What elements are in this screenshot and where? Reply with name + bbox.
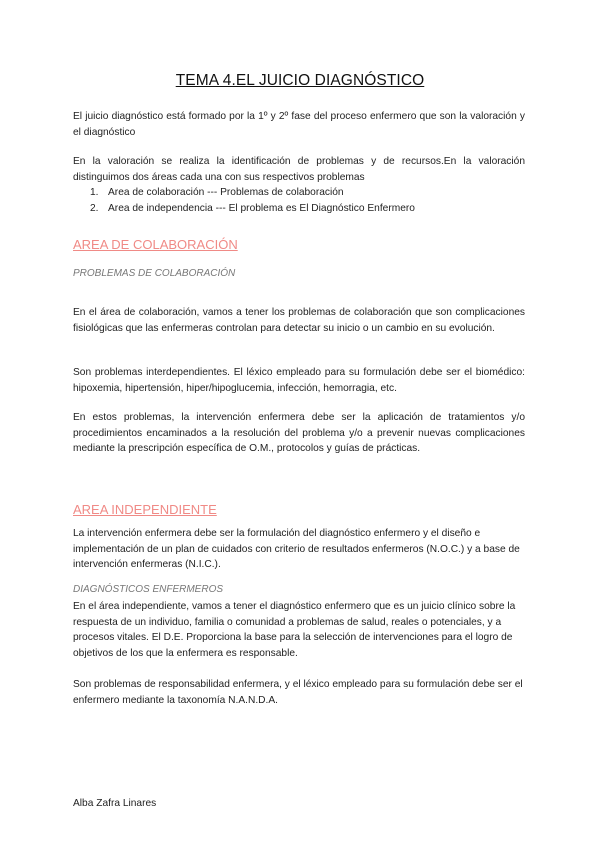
independiente-paragraph-2: En el área independiente, vamos a tener el diagnóstico enfermero que es un juicio clínico sobre la respuesta de un individuo, familia o comunidad a problemas de salud, reales o potenciales, y a procesos vitales. El D.E. Proporciona la base para la selección de intervenciones para el logro de objetivos de los que la enfermera es responsable. xyxy=(73,601,516,659)
subheading-diagnosticos-enfermeros: DIAGNÓSTICOS ENFERMEROS xyxy=(73,584,224,595)
independiente-paragraph-1: La intervención enfermera debe ser la formulación del diagnóstico enfermero y el diseño e implementación de un plan de cuidados con criterio de resultados enfermeros (N.O.C.) y a base de intervención enfermeras (N.I.C.). xyxy=(73,528,520,570)
areas-list xyxy=(90,185,520,216)
list-text: Area de independencia --- El problema es El Diagnóstico Enfermero xyxy=(108,202,415,214)
section-heading-independiente: AREA INDEPENDIENTE xyxy=(73,502,217,517)
list-text: Area de colaboración --- Problemas de colaboración xyxy=(108,187,344,198)
independiente-paragraph-3: Son problemas de responsabilidad enfermera, y el léxico empleado para su formulación debe ser el enfermero mediante la taxonomía N.A.N.D.A. xyxy=(73,679,523,706)
intro-paragraph: El juicio diagnóstico está formado por la 1º y 2º fase del proceso enfermero que son la valoración y el diagnóstico xyxy=(73,111,525,138)
list-item xyxy=(90,201,520,217)
list-item xyxy=(90,185,520,201)
list-number: 2. xyxy=(90,202,99,214)
list-number: 1. xyxy=(90,187,99,198)
subheading-problemas-colaboracion: PROBLEMAS DE COLABORACIÓN xyxy=(73,268,236,279)
colaboracion-paragraph-1: En el área de colaboración, vamos a tener los problemas de colaboración que son complicaciones fisiológicas que las enfermeras controlan para detectar su inicio o un cambio en su evolución. xyxy=(73,307,525,334)
colaboracion-paragraph-3: En estos problemas, la intervención enfermera debe ser la aplicación de tratamientos y/o procedimientos encaminados a la resolución del problema y/o a prevenir nuevas complicaciones mediante la prescripción específica de O.M., protocolos y guías de prácticas. xyxy=(73,412,525,454)
colaboracion-paragraph-2: Son problemas interdependientes. El léxico empleado para su formulación debe ser el biomédico: hipoxemia, hipertensión, hiper/hipoglucemia, infección, hemorragia, etc. xyxy=(73,367,525,394)
page-title: TEMA 4.EL JUICIO DIAGNÓSTICO xyxy=(175,72,425,89)
valoracion-paragraph: En la valoración se realiza la identificación de problemas y de recursos.En la valoración distinguimos dos áreas cada una con sus respectivos problemas xyxy=(73,156,525,183)
author-footer: Alba Zafra Linares xyxy=(73,798,157,809)
section-heading-colaboracion: AREA DE COLABORACIÓN xyxy=(73,237,238,252)
